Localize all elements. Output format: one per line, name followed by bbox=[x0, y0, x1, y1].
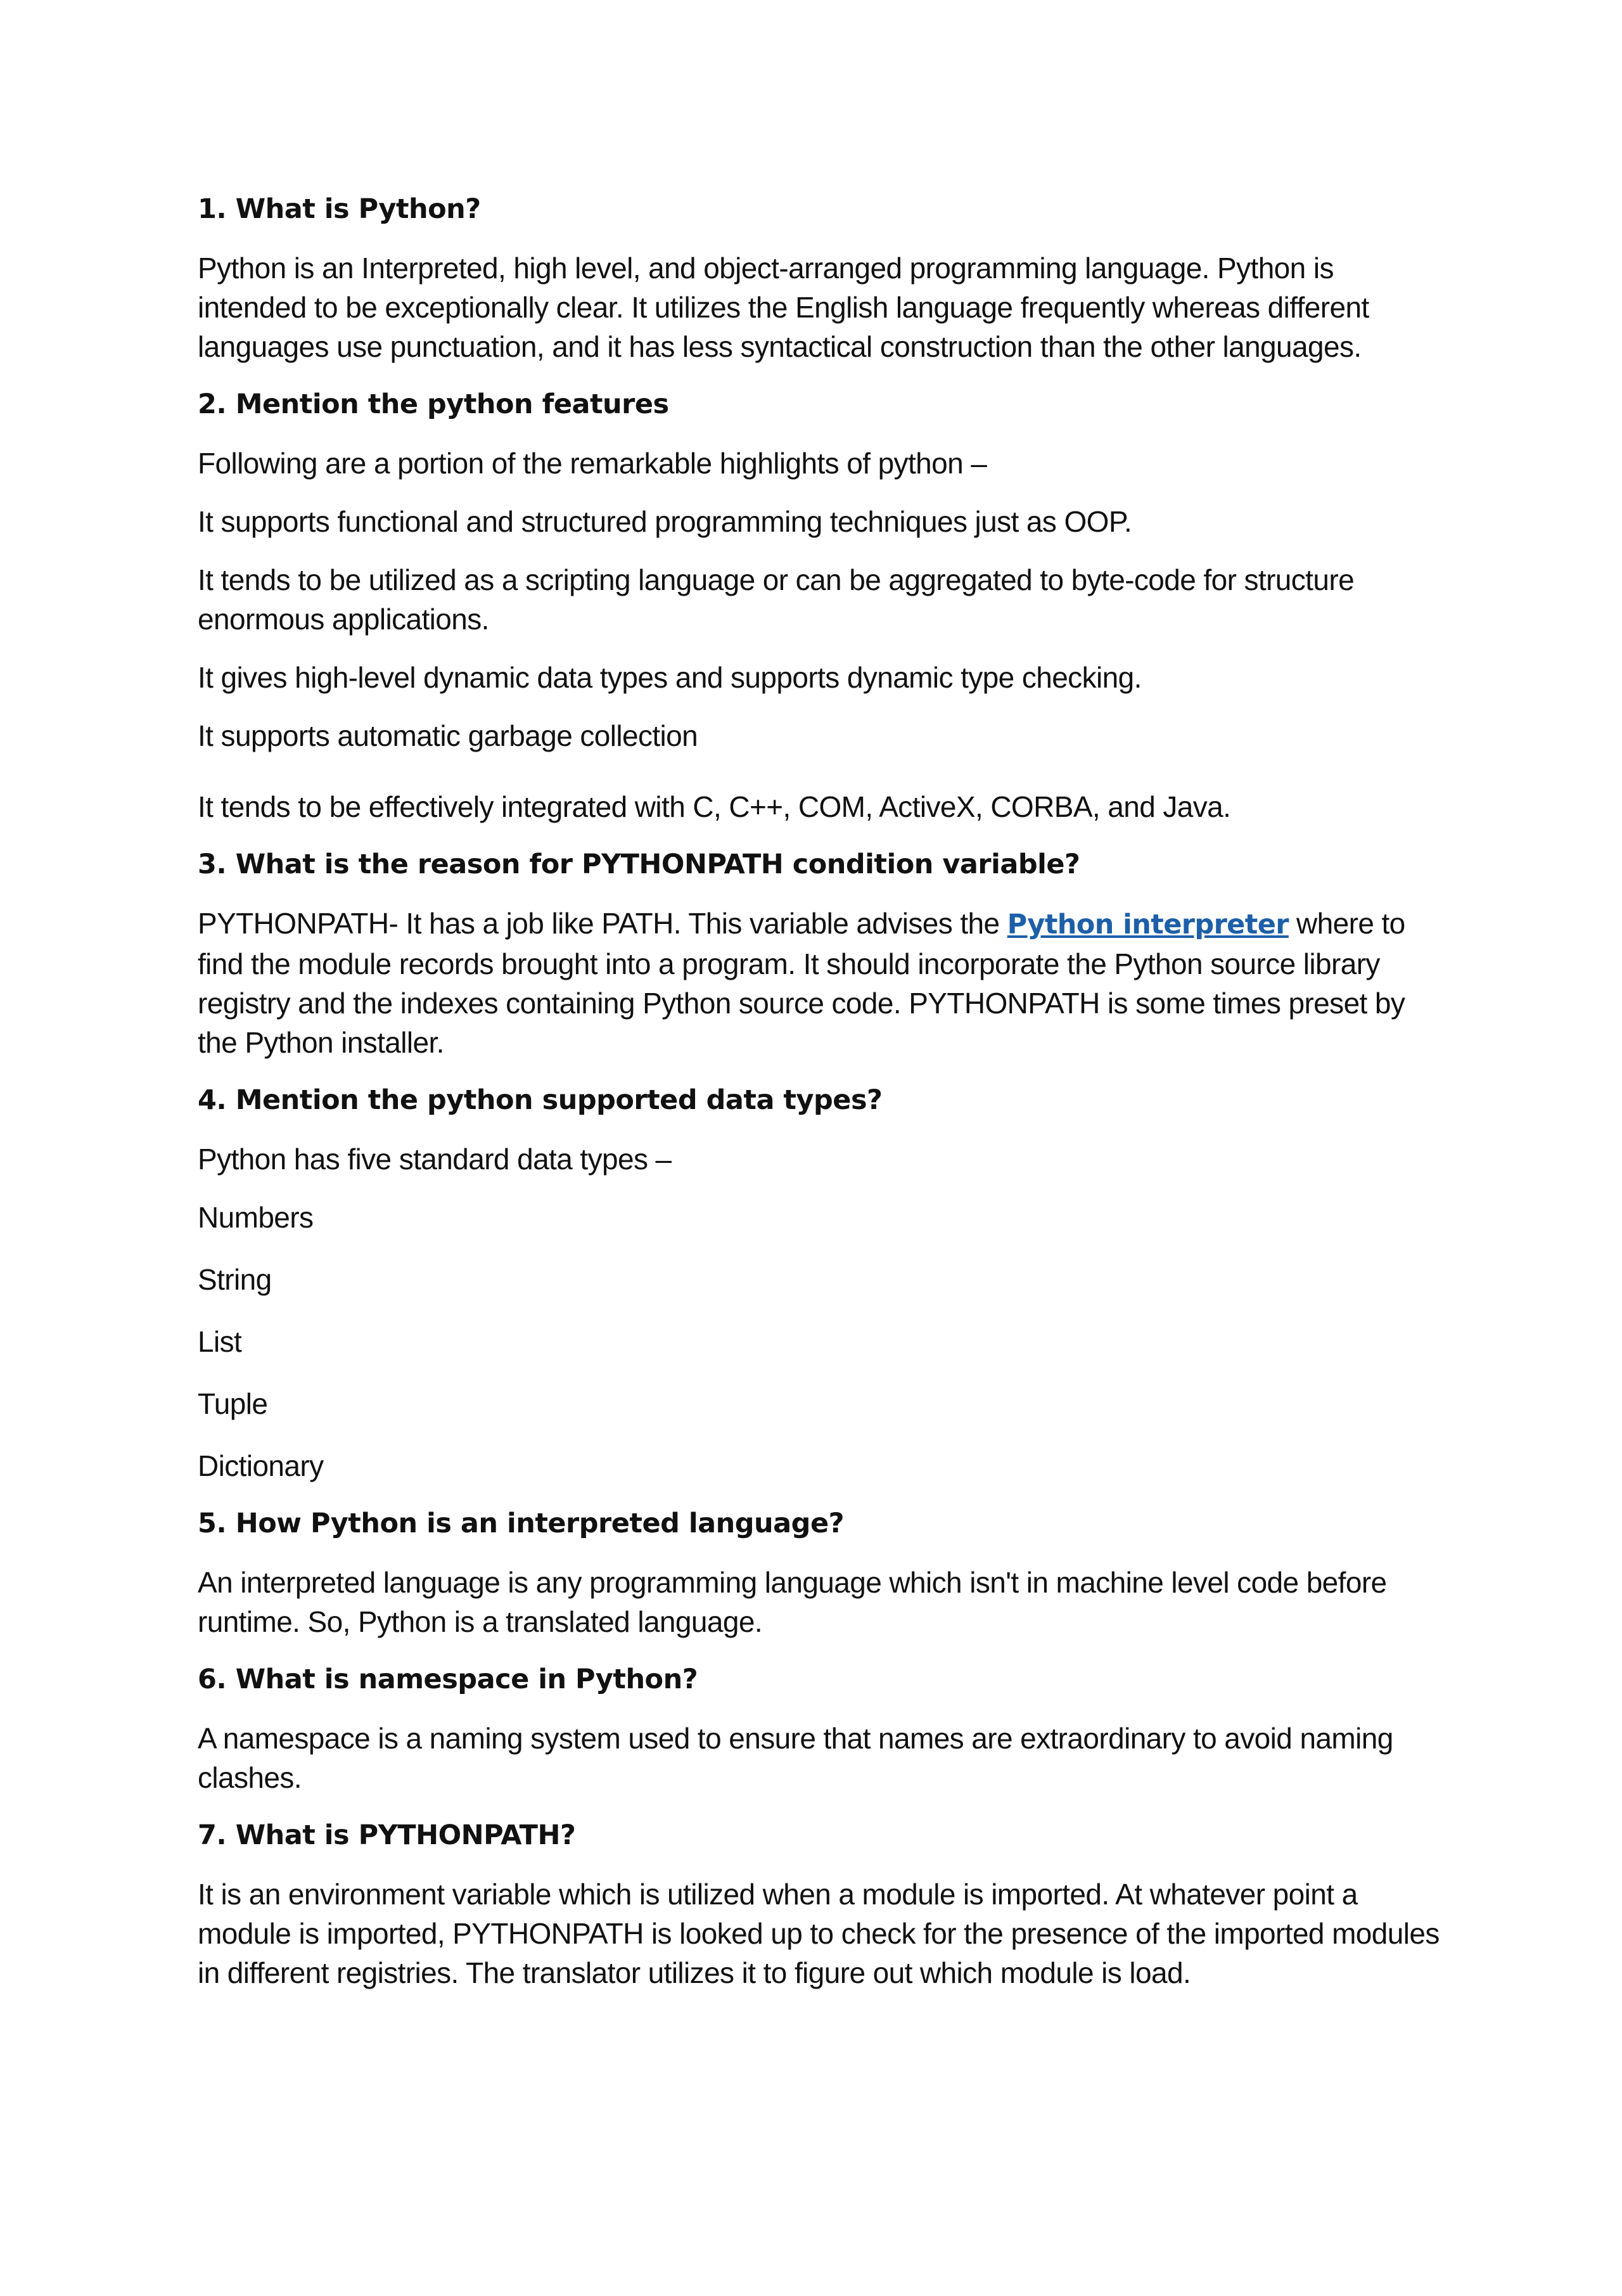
question-3-answer bbox=[198, 904, 1440, 1062]
feature-item: It supports functional and structured programming techniques just as OOP. bbox=[198, 505, 1132, 538]
question-1-answer: Python is an Interpreted, high level, and object-arranged programming language. Python is intended to be exceptionally clear. It utilizes the English language frequently whereas different languages use punctuation, and it has less syntactical construction than the other languages. bbox=[198, 252, 1369, 363]
data-type-item: Dictionary bbox=[198, 1449, 324, 1482]
python-interpreter-link[interactable]: Python interpreter bbox=[1007, 909, 1289, 940]
question-3-heading: 3. What is the reason for PYTHONPATH condition variable? bbox=[198, 849, 1080, 880]
question-4-heading: 4. Mention the python supported data types? bbox=[198, 1084, 883, 1116]
feature-item: It tends to be effectively integrated with C, C++, COM, ActiveX, CORBA, and Java. bbox=[198, 790, 1231, 823]
question-5-heading: 5. How Python is an interpreted language? bbox=[198, 1508, 845, 1539]
question-5-answer: An interpreted language is any programming language which isn't in machine level code before runtime. So, Python is a translated language. bbox=[198, 1566, 1387, 1638]
data-type-item: String bbox=[198, 1263, 272, 1296]
question-6-heading: 6. What is namespace in Python? bbox=[198, 1664, 698, 1695]
feature-item: It supports automatic garbage collection bbox=[198, 719, 698, 752]
question-7-answer: It is an environment variable which is utilized when a module is imported. At whatever point a module is imported, PYTHONPATH is looked up to check for the presence of the imported modules in different registries. The translator utilizes it to figure out which module is load. bbox=[198, 1878, 1440, 1989]
question-2-heading: 2. Mention the python features bbox=[198, 388, 669, 420]
feature-item: It tends to be utilized as a scripting language or can be aggregated to byte-code for structure enormous applications. bbox=[198, 563, 1355, 636]
data-type-item: Tuple bbox=[198, 1387, 268, 1420]
data-type-item: List bbox=[198, 1325, 242, 1358]
question-7-heading: 7. What is PYTHONPATH? bbox=[198, 1819, 576, 1851]
question-3-text-after: where to find the module records brought into a program. It should incorporate the Python source library registry and the indexes containing Python source code. PYTHONPATH is some times preset by the Python installer. bbox=[198, 907, 1405, 1059]
question-4-intro: Python has five standard data types – bbox=[198, 1143, 672, 1176]
feature-item: It gives high-level dynamic data types and supports dynamic type checking. bbox=[198, 661, 1142, 694]
document-content bbox=[198, 190, 1440, 2011]
data-type-item: Numbers bbox=[198, 1201, 314, 1234]
question-1-heading: 1. What is Python? bbox=[198, 193, 481, 225]
question-6-answer: A namespace is a naming system used to ensure that names are extraordinary to avoid naming clashes. bbox=[198, 1722, 1393, 1794]
question-3-text-before: PYTHONPATH- It has a job like PATH. This variable advises the bbox=[198, 907, 1007, 940]
question-2-intro: Following are a portion of the remarkable highlights of python – bbox=[198, 447, 987, 480]
